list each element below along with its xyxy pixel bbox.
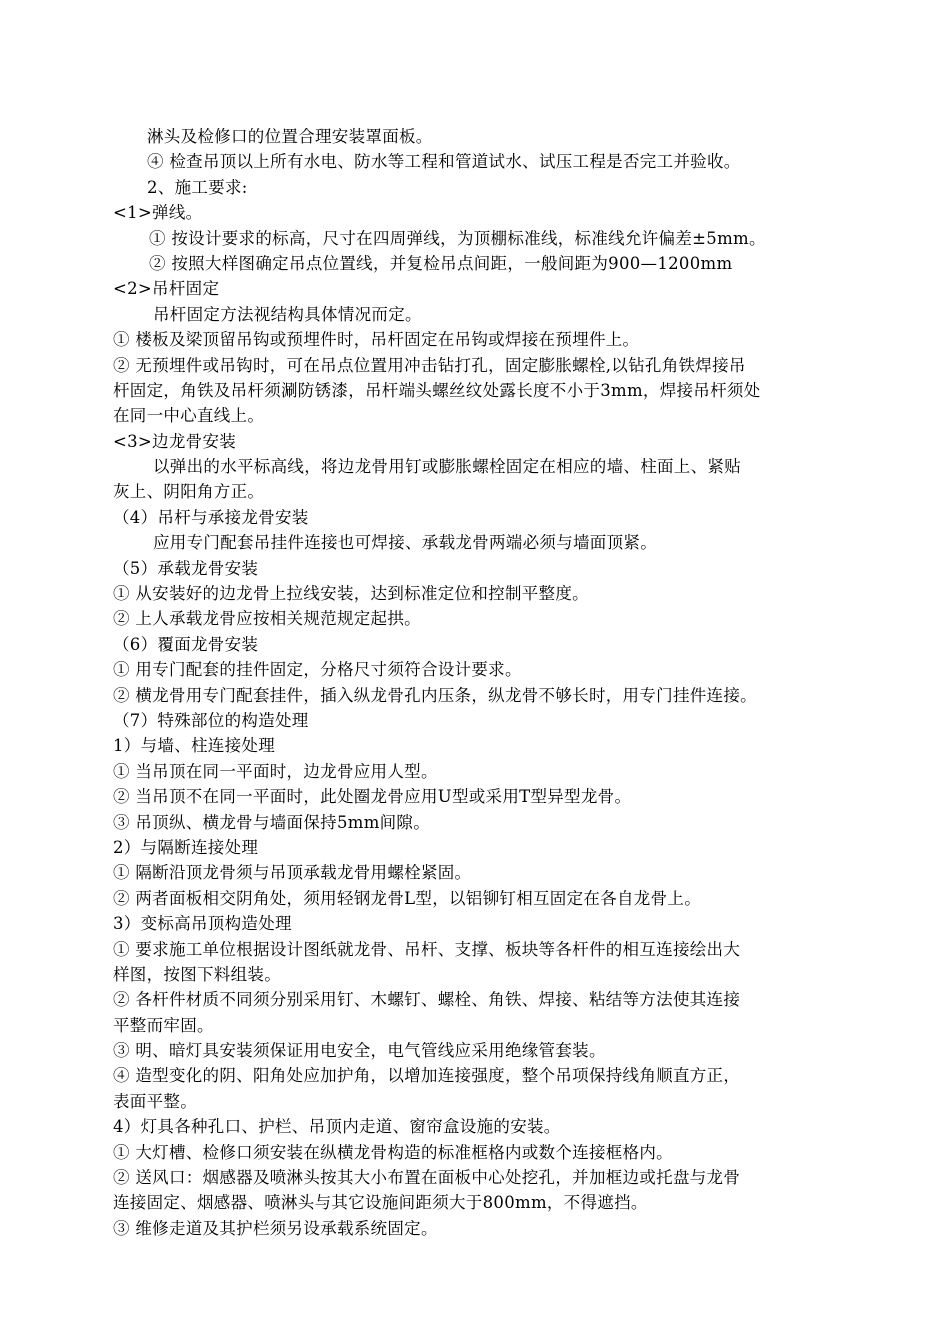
text-line: ① 从安装好的边龙骨上拉线安装，达到标准定位和控制平整度。 <box>113 584 589 604</box>
text-line: <3>边龙骨安装 <box>113 431 237 451</box>
text-line: ③ 明、暗灯具安装须保证用电安全，电气管线应采用绝缘管套装。 <box>113 1041 606 1061</box>
text-line: 表面平整。 <box>113 1091 197 1111</box>
text-line: ① 大灯槽、检修口须安装在纵横龙骨构造的标准框格内或数个连接框格内。 <box>113 1142 673 1162</box>
text-line: ③ 吊顶纵、横龙骨与墙面保持5mm间隙。 <box>113 812 431 832</box>
text-line: ② 横龙骨用专门配套挂件，插入纵龙骨孔内压条，纵龙骨不够长时，用专门挂件连接。 <box>113 685 757 705</box>
text-line: 样图，按图下料组装。 <box>113 964 281 984</box>
text-line: 连接固定、烟感器、喷淋头与其它设施间距须大于800mm，不得遮挡。 <box>113 1193 648 1213</box>
text-line: ② 各杆件材质不同须分别采用钉、木螺钉、螺栓、角铁、焊接、粘结等方法使其连接 <box>113 990 741 1010</box>
text-line: （4）吊杆与承接龙骨安装 <box>113 507 309 527</box>
text-line: 灰上、阴阳角方正。 <box>113 482 265 502</box>
text-line: ② 送风口：烟感器及喷淋头按其大小布置在面板中心处挖孔，并加框边或托盘与龙骨 <box>113 1168 741 1188</box>
text-line: ① 隔断沿顶龙骨须与吊顶承载龙骨用螺栓紧固。 <box>113 863 472 883</box>
text-line: （5）承载龙骨安装 <box>113 558 259 578</box>
text-line: ② 上人承载龙骨应按相关规范规定起拱。 <box>113 609 421 629</box>
text-line: <2>吊杆固定 <box>113 279 220 299</box>
text-line: ① 当吊顶在同一平面时，边龙骨应用人型。 <box>113 761 438 781</box>
text-line: 以弹出的水平标高线，将边龙骨用钉或膨胀螺栓固定在相应的墙、柱面上、紧贴 <box>153 457 741 477</box>
text-line: ① 用专门配套的挂件固定，分格尺寸须符合设计要求。 <box>113 660 522 680</box>
text-line: 在同一中心直线上。 <box>113 406 265 426</box>
text-line: ② 按照大样图确定吊点位置线，并复检吊点间距，一般间距为900—1200mm <box>149 253 733 273</box>
text-line: ① 按设计要求的标高，尺寸在四周弹线，为顶棚标准线，标准线允许偏差±5mm。 <box>149 228 766 248</box>
text-line: 杆固定，角铁及吊杆须涮防锈漆，吊杆端头螺丝纹处露长度不小于3mm，焊接吊杆须处 <box>113 380 761 400</box>
text-line: 吊杆固定方法视结构具体情况而定。 <box>153 304 422 324</box>
text-line: （7）特殊部位的构造处理 <box>113 710 309 730</box>
text-line: <1>弹线。 <box>113 203 203 223</box>
text-line: 4）灯具各种孔口、护栏、吊顶内走道、窗帘盒设施的安装。 <box>113 1117 561 1137</box>
text-line: 2、施工要求: <box>147 177 248 197</box>
text-line: 2）与隔断连接处理 <box>113 837 259 857</box>
text-line: ① 要求施工单位根据设计图纸就龙骨、吊杆、支撑、板块等各杆件的相互连接绘出大 <box>113 939 741 959</box>
text-line: ④ 造型变化的阴、阳角处应加护角，以增加连接强度，整个吊项保持线角顺直方正， <box>113 1066 741 1086</box>
text-line: 应用专门配套吊挂件连接也可焊接、承载龙骨两端必须与墙面顶紧。 <box>153 533 657 553</box>
text-line: 3）变标高吊顶构造处理 <box>113 914 292 934</box>
text-line: ② 无预埋件或吊钩时，可在吊点位置用冲击钻打孔，固定膨胀螺栓,以钻孔角铁焊接吊 <box>113 355 746 375</box>
text-line: 淋头及检修口的位置合理安装罩面板。 <box>147 127 433 146</box>
document-body <box>113 124 843 1241</box>
text-line: ③ 维修走道及其护栏须另设承载系统固定。 <box>113 1218 438 1238</box>
text-line: ① 楼板及梁顶留吊钩或预埋件时，吊杆固定在吊钩或焊接在预埋件上。 <box>113 330 640 350</box>
text-line: ② 当吊顶不在同一平面时，此处圈龙骨应用U型或采用T型异型龙骨。 <box>113 787 632 807</box>
text-line: （6）覆面龙骨安装 <box>113 634 259 654</box>
text-line: ② 两者面板相交阴角处，须用轻钢龙骨L型，以铝铆钉相互固定在各自龙骨上。 <box>113 888 702 908</box>
text-line: ④ 检查吊顶以上所有水电、防水等工程和管道试水、试压工程是否完工并验收。 <box>147 152 741 172</box>
text-line: 1）与墙、柱连接处理 <box>113 736 275 756</box>
text-line: 平整而牢固。 <box>113 1015 214 1035</box>
